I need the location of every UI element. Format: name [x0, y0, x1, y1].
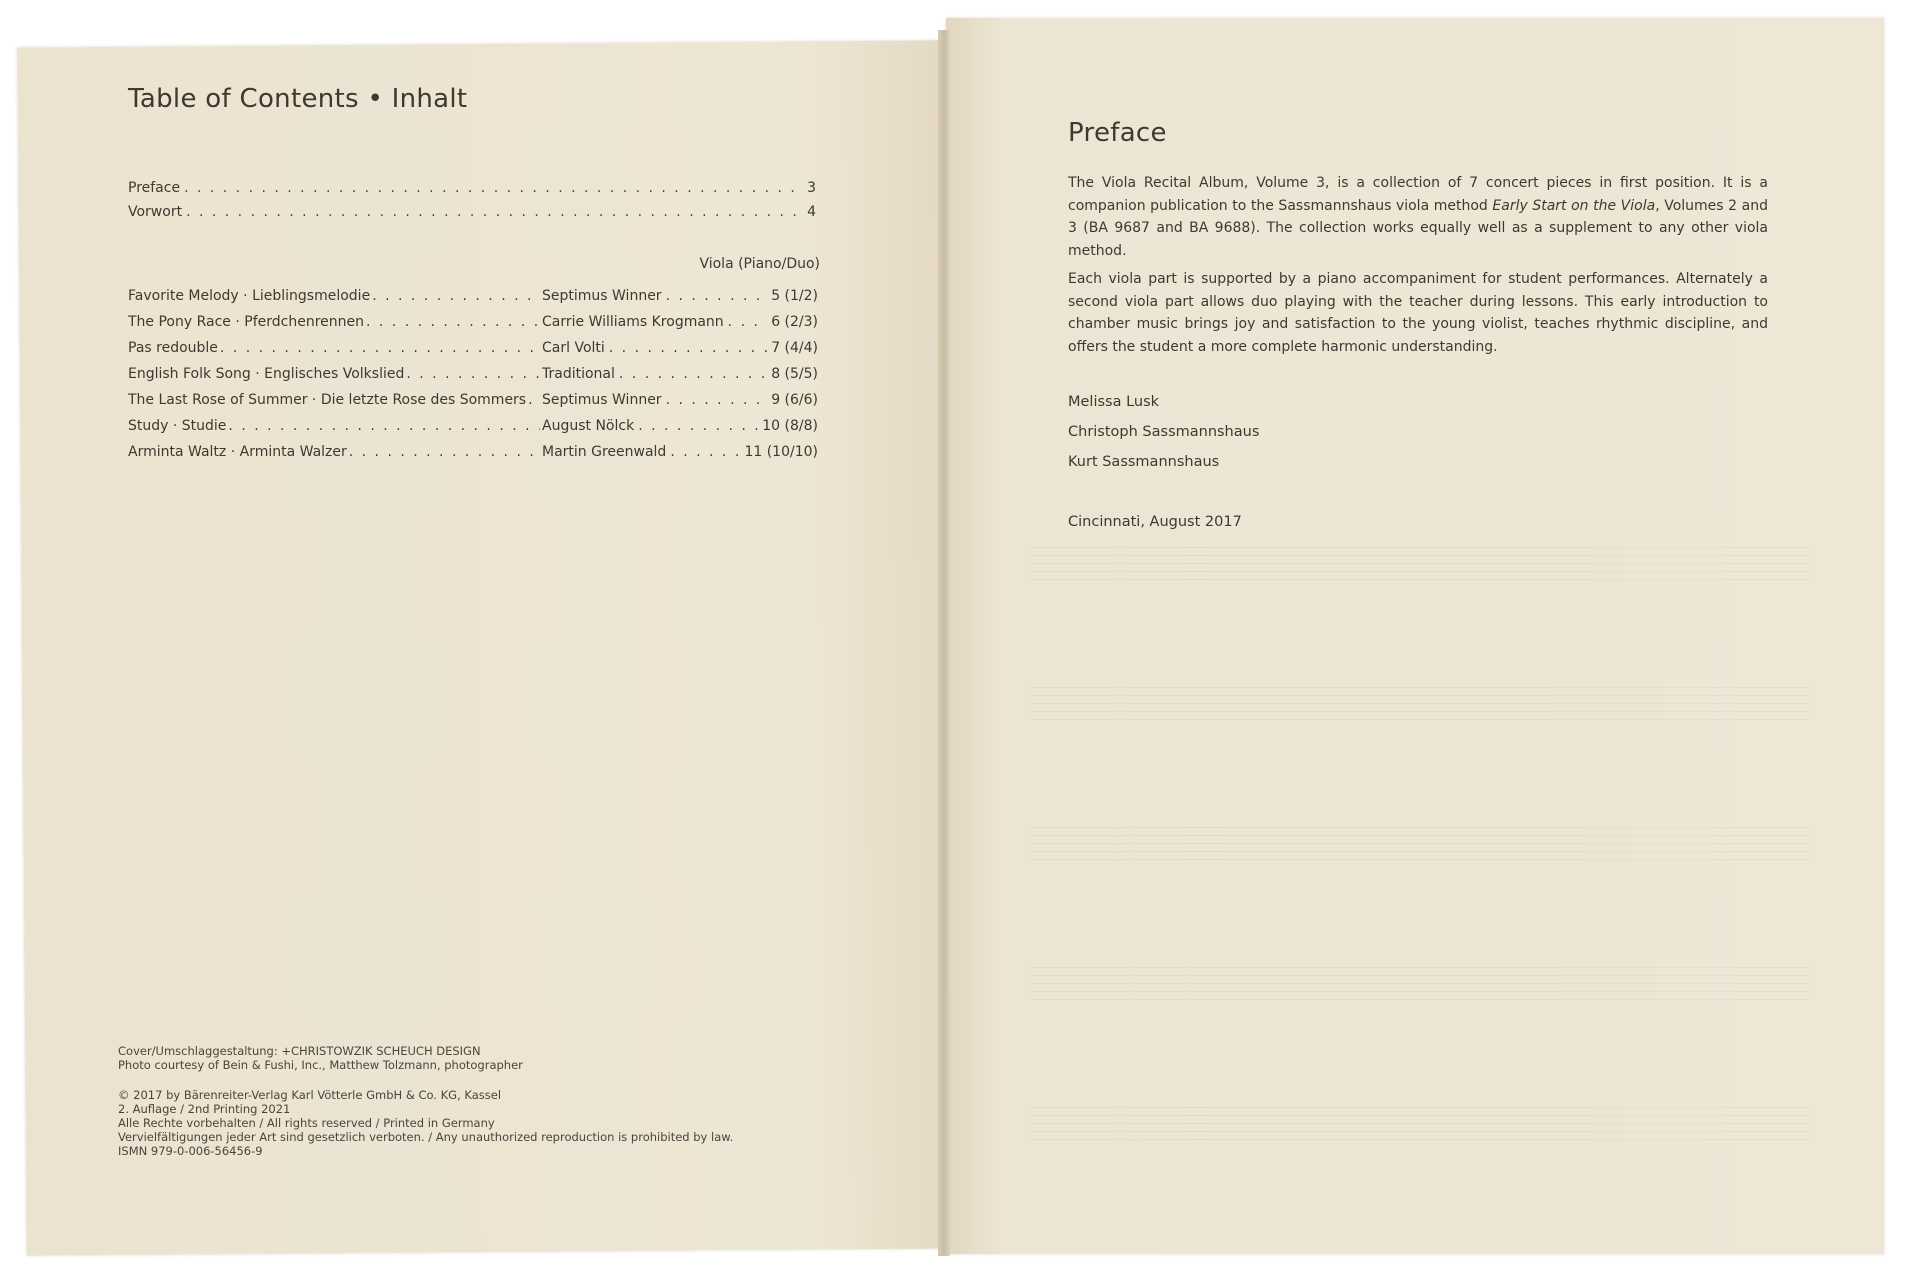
show-through-staff — [1030, 1100, 1810, 1140]
leader-dots — [372, 288, 540, 304]
preface-title: Preface — [1068, 118, 1167, 148]
preface-text: , Volumes 2 and 3 (BA 9687 and BA 9688). The collection works equally well as a supplement to any other viola method. — [1068, 197, 1768, 259]
toc-row-page: 4 — [807, 204, 816, 220]
show-through-staff — [1030, 540, 1810, 580]
toc-piece-row — [128, 314, 818, 334]
imprint-printing: 2. Auflage / 2nd Printing 2021 — [118, 1102, 291, 1116]
toc-row-vorwort — [128, 204, 816, 220]
signature: Kurt Sassmannshaus — [1068, 454, 1220, 470]
piece-page: 11 (10/10) — [744, 444, 818, 460]
signature: Christoph Sassmannshaus — [1068, 424, 1260, 440]
preface-paragraph-2: Each viola part is supported by a piano accompaniment for student performances. Alternately a second viola part allows duo playing with the teacher during lessons. This early introduction to chamber music brings joy and satisfaction to the young violist, teaches rhythmic discipline, and offers the student a more complete harmonic understanding. — [1068, 271, 1768, 355]
leader-dots — [184, 180, 803, 196]
toc-row-page: 3 — [807, 180, 816, 196]
leader-dots — [366, 314, 540, 330]
leader-dots — [666, 288, 768, 304]
leader-dots — [638, 418, 758, 434]
preface-paragraph-1 — [1068, 172, 1768, 262]
preface-text: The Viola Recital Album, Volume 3, is a collection of 7 concert pieces in first position. It is a companion publication to the Sassmannshaus viola method — [1068, 175, 1768, 214]
imprint-reproduction: Vervielfältigungen jeder Art sind gesetzlich verboten. / Any unauthorized reproduction is prohibited by law. — [118, 1130, 734, 1144]
imprint-copyright: © 2017 by Bärenreiter-Verlag Karl Vötterle GmbH & Co. KG, Kassel — [118, 1088, 502, 1102]
toc-row-preface — [128, 180, 816, 196]
show-through-staff — [1030, 960, 1810, 1000]
book-gutter — [938, 30, 950, 1256]
piece-composer: Septimus Winner — [542, 288, 662, 304]
leader-dots — [228, 418, 540, 434]
signature: Melissa Lusk — [1068, 394, 1160, 410]
piece-page: 5 (1/2) — [771, 288, 818, 304]
piece-composer: Carrie Williams Krogmann — [542, 314, 724, 330]
piece-title: Pas redouble — [128, 340, 218, 356]
left-page — [17, 40, 948, 1255]
toc-row-title: Vorwort — [128, 204, 183, 220]
piece-page: 9 (6/6) — [771, 392, 818, 408]
piece-title: The Last Rose of Summer · Die letzte Rose des Sommers — [128, 392, 527, 408]
leader-dots — [666, 392, 768, 408]
piece-title: Arminta Waltz · Arminta Walzer — [128, 444, 347, 460]
piece-title: The Pony Race · Pferdchenrennen — [128, 314, 364, 330]
toc-piece-row — [128, 418, 818, 438]
leader-dots — [186, 204, 803, 220]
piece-title: Favorite Melody · Lieblingsmelodie — [128, 288, 371, 304]
piece-title: Study · Studie — [128, 418, 227, 434]
piece-page: 7 (4/4) — [771, 340, 818, 356]
toc-row-title: Preface — [128, 180, 181, 196]
leader-dots — [728, 314, 768, 330]
piece-composer: Martin Greenwald — [542, 444, 667, 460]
piece-page: 8 (5/5) — [771, 366, 818, 382]
piece-composer: Carl Volti — [542, 340, 605, 356]
piece-page: 6 (2/3) — [771, 314, 818, 330]
imprint-rights: Alle Rechte vorbehalten / All rights reserved / Printed in Germany — [118, 1116, 495, 1130]
toc-piece-row — [128, 444, 818, 464]
toc-piece-row — [128, 366, 818, 386]
leader-dots — [609, 340, 767, 356]
toc-piece-row — [128, 288, 818, 308]
piece-title: English Folk Song · Englisches Volkslied — [128, 366, 405, 382]
imprint-cover: Cover/Umschlaggestaltung: +CHRISTOWZIK SCHEUCH DESIGN — [118, 1044, 481, 1058]
piece-page: 10 (8/8) — [762, 418, 818, 434]
show-through-staff — [1030, 680, 1810, 720]
imprint-photo: Photo courtesy of Bein & Fushi, Inc., Matthew Tolzmann, photographer — [118, 1058, 523, 1072]
leader-dots — [406, 366, 540, 382]
toc-title: Table of Contents • Inhalt — [128, 84, 468, 114]
place-date: Cincinnati, August 2017 — [1068, 514, 1242, 530]
method-title: Early Start on the Viola — [1492, 197, 1656, 214]
toc-piece-row — [128, 340, 818, 360]
piece-composer: August Nölck — [542, 418, 635, 434]
imprint-ismn: ISMN 979-0-006-56456-9 — [118, 1144, 263, 1158]
leader-dots — [619, 366, 767, 382]
leader-dots — [670, 444, 740, 460]
leader-dots — [528, 392, 540, 408]
show-through-staff — [1030, 820, 1810, 860]
leader-dots — [220, 340, 540, 356]
piece-composer: Traditional — [542, 366, 615, 382]
piece-composer: Septimus Winner — [542, 392, 662, 408]
column-header: Viola (Piano/Duo) — [699, 256, 820, 272]
toc-piece-row — [128, 392, 818, 412]
leader-dots — [349, 444, 540, 460]
